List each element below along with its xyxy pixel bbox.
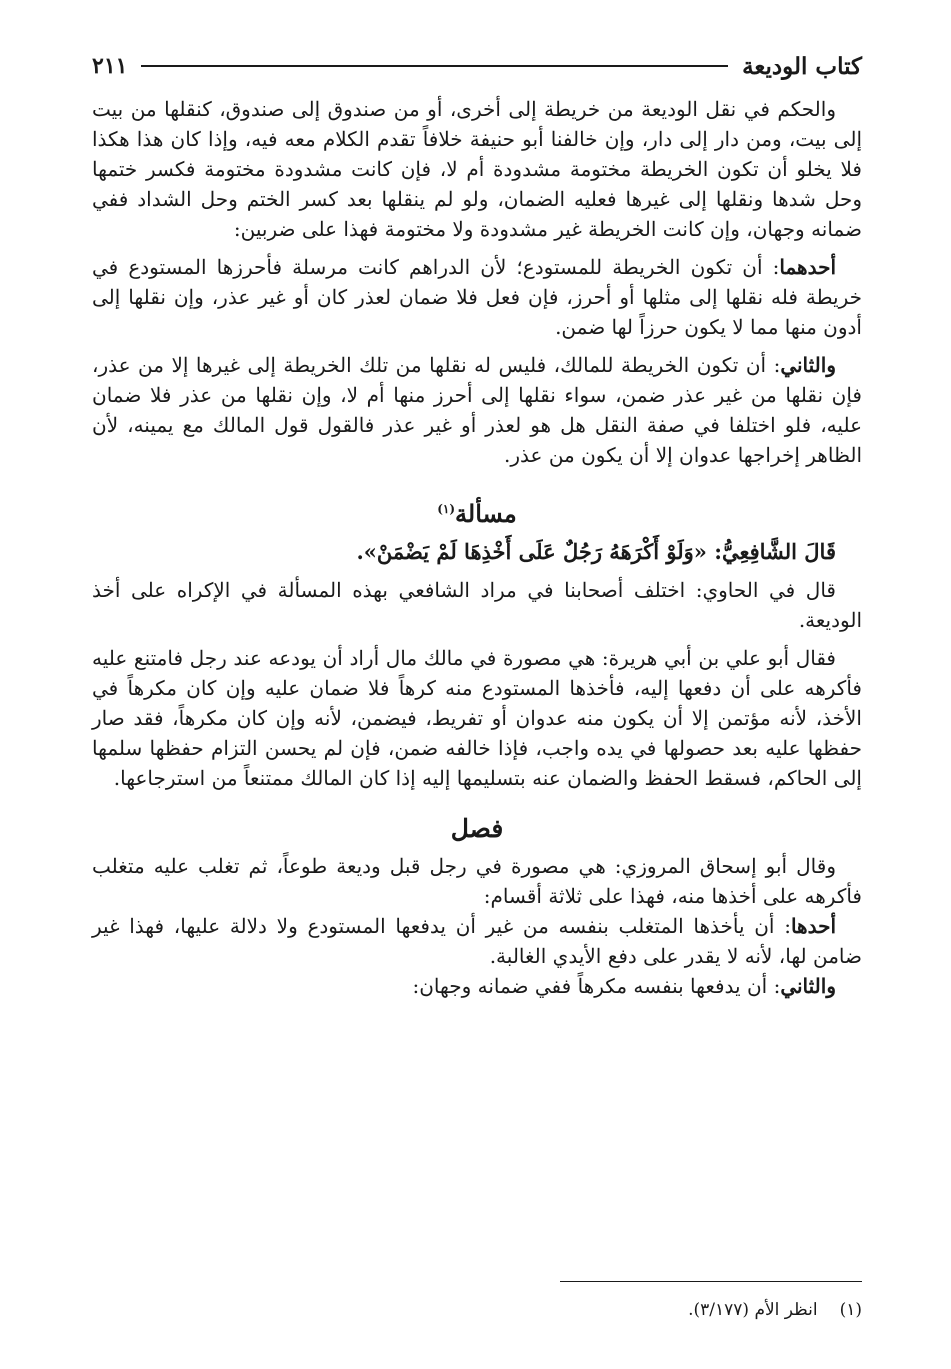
footnote-number: (١) (839, 1300, 862, 1320)
paragraph: والثاني: أن تكون الخريطة للمالك، فليس له نقلها من تلك الخريطة إلى غيرها إلا من عذر، فإن نقلها من غير عذر ضمن، سواء نقلها إلى أحرز منها أم لا، وإن نقلها من عذر فلا ضمان عليه، فلو اختلفا في صفة النقل هل هو لعذر أو غير عذر فالقول قول المالك مع يمينه، لأن الظاهر إخراجها عدوان إلا أن يكون من عذر. (92, 353, 862, 467)
footnote-rule (560, 1281, 862, 1282)
paragraph: أحدها: أن يأخذها المتغلب بنفسه من غير أن يدفعها المستودع ولا دلالة عليها، فهذا غير ضامن لها، لأنه لا يقدر على دفع الأيدي الغالبة. (92, 914, 862, 968)
page-number: ٢١١ (92, 53, 128, 79)
paragraph: وقال أبو إسحاق المروزي: هي مصورة في رجل قبل وديعة طوعاً، ثم تغلب عليه متغلب فأكرهه على أخذها منه، فهذا على ثلاثة أقسام: (92, 854, 862, 908)
footnote-marker: (١) (437, 502, 456, 516)
section-title-masala: مسألة$^{(١)}$ (437, 499, 517, 528)
paragraph: والثاني: أن يدفعها بنفسه مكرهاً ففي ضمانه وجهان: (412, 974, 836, 998)
shafii-quote: قَالَ الشَّافِعِيُّ: «وَلَوْ أَكْرَهَهُ رَجُلٌ عَلَى أَخْذِهَا لَمْ يَضْمَنْ». (356, 539, 836, 564)
paragraph: والحكم في نقل الوديعة من خريطة إلى أخرى، أو من صندوق إلى صندوق، كنقلها من بيت إلى بيت، ومن دار إلى دار، وإن خالفنا أبو حنيفة خلافاً تقدم الكلام معه فيه، وإذا كان هذا هكذا فلا يخلو أن تكون الخريطة مختومة مشدودة أم لا، فإن كانت مشدودة مختومة فكسر ختمها وحل شدها ونقلها إلى غيرها فعليه الضمان، ولو لم ينقلها بعد كسر الختم وحل الشداد ففي ضمانه وجهان، وإن كانت الخريطة غير مشدودة ولا مختومة فهذا على ضربين: (92, 97, 862, 241)
paragraph: قال في الحاوي: اختلف أصحابنا في مراد الشافعي بهذه المسألة في الإكراه على أخذ الوديعة. (92, 578, 862, 632)
running-header (92, 48, 862, 84)
main-text (92, 94, 862, 1001)
footnote (92, 1297, 862, 1323)
footnote-text: انظر الأم (٣/١٧٧). (688, 1300, 818, 1320)
paragraph-lead: أحدهما (779, 255, 836, 279)
paragraph-lead: أحدها (790, 914, 836, 938)
paragraph: فقال أبو علي بن أبي هريرة: هي مصورة في مالك مال أراد أن يودعه عند رجل فامتنع عليه فأكرهه على أن دفعها إليه، فأخذها المستودع منه كرهاً فلا ضمان عليه وإن كان مكرهاً في الأخذ، لأنه مؤتمن إلا أن يكون منه عدوان أو تفريط، فيضمن، لأنه وإن كان مكرهاً، فقد صار حفظها عليه بعد حصولها في يده واجب، فإذا خالفه ضمن، فإن لم يحسن التزام حفظها سلمها إلى الحاكم، فسقط الحفظ والضمان عنه بتسليمها إليه إذا كان المالك ممتنعاً من استرجاعها. (92, 646, 862, 790)
paragraph-lead: والثاني (780, 974, 836, 998)
paragraph: أحدهما: أن تكون الخريطة للمستودع؛ لأن الدراهم كانت مرسلة فأحرزها المستودع في خريطة فله نقلها إلى مثلها أو أحرز، فإن فعل فلا ضمان لعذر كان أو غير عذر، وإن نقلها إلى أدون منها مما لا يكون حرزاً لها ضمن. (92, 255, 862, 339)
section-title-fasl: فصل (450, 814, 504, 843)
header-rule (141, 65, 728, 67)
paragraph-lead: والثاني (780, 353, 836, 377)
book-title: كتاب الوديعة (742, 52, 862, 80)
